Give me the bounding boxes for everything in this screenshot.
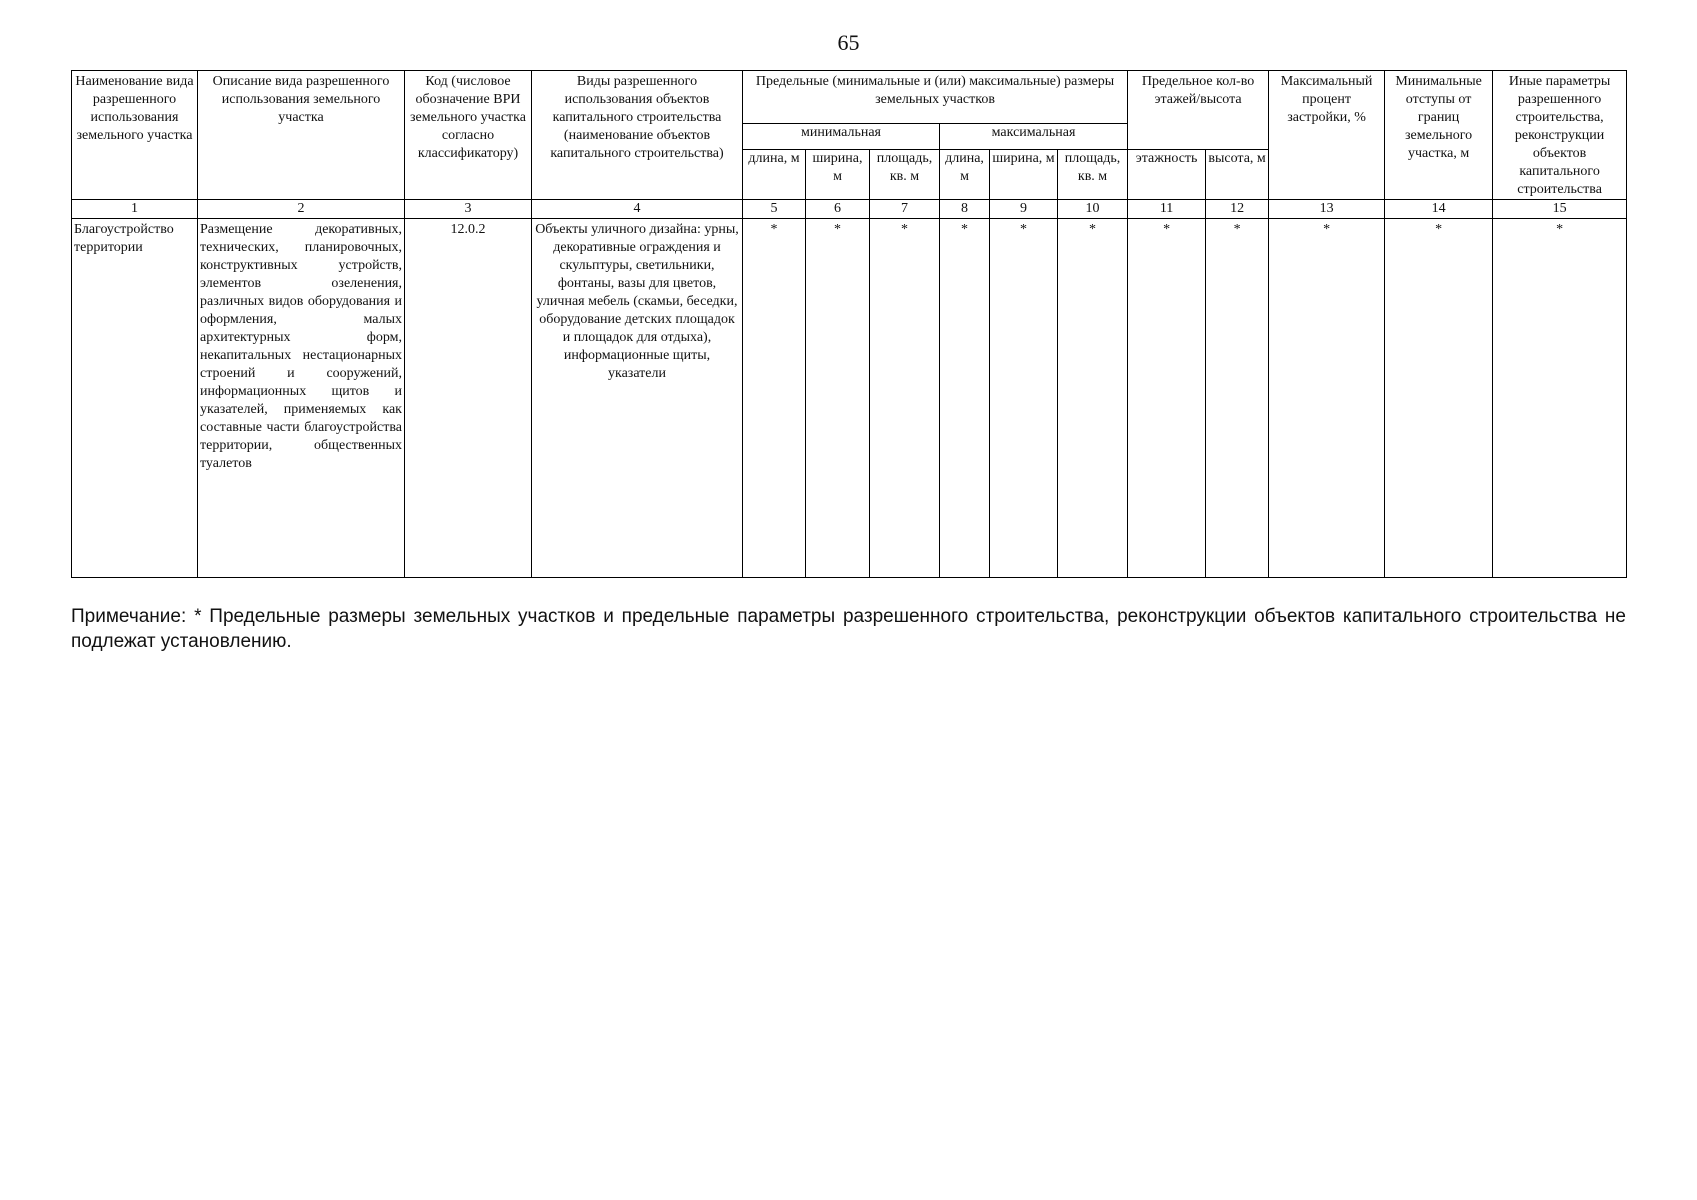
capital-objects-cell: Объекты уличного дизайна: урны, декоративные ограждения и скульптуры, светильники, фонтаны, вазы для цветов, уличная мебель (скамьи, беседки, оборудование детских площадок и площадок для отдыха), информационные щиты, указатели	[532, 219, 743, 578]
header-other-parameters: Иные параметры разрешенного строительства, реконструкции объектов капитального строительства	[1493, 71, 1627, 200]
header-capital-objects: Виды разрешенного использования объектов капитального строительства (наименование объектов капитального строительства)	[532, 71, 743, 200]
column-number: 5	[743, 200, 806, 219]
header-min-length: длина, м	[743, 149, 806, 199]
column-number-row	[72, 200, 1627, 219]
max-build-percent-cell: *	[1269, 219, 1385, 578]
other-parameters-cell: *	[1493, 219, 1627, 578]
column-number: 7	[870, 200, 940, 219]
column-number: 8	[940, 200, 990, 219]
page-number: 65	[837, 30, 860, 55]
min-area-cell: *	[870, 219, 940, 578]
footnote: Примечание: * Предельные размеры земельных участков и предельные параметры разрешенного строительства, реконструкции объектов капитального строительства не подлежат установлению.	[71, 606, 1626, 652]
column-number: 11	[1128, 200, 1206, 219]
land-use-description-cell: Размещение декоративных, технических, планировочных, конструктивных устройств, элементов озеленения, различных видов оборудования и оформления, малых архитектурных форм, некапитальных нестационарных строений и сооружений, информационных щитов и указателей, применяемых как составные части благоустройства территории, общественных туалетов	[198, 219, 405, 578]
header-min-width: ширина, м	[806, 149, 870, 199]
header-min-area: площадь, кв. м	[870, 149, 940, 199]
header-max-width: ширина, м	[990, 149, 1058, 199]
header-land-use-description: Описание вида разрешенного использования земельного участка	[198, 71, 405, 200]
header-floor-count: этажность	[1128, 149, 1206, 199]
header-min-setbacks: Минимальные отступы от границ земельного участка, м	[1385, 71, 1493, 200]
min-length-cell: *	[743, 219, 806, 578]
header-minimum: минимальная	[743, 123, 940, 149]
header-height: высота, м	[1206, 149, 1269, 199]
column-number: 6	[806, 200, 870, 219]
code-cell: 12.0.2	[405, 219, 532, 578]
column-number: 2	[198, 200, 405, 219]
header-land-use-name: Наименование вида разрешенного использования земельного участка	[72, 71, 198, 200]
column-number: 10	[1058, 200, 1128, 219]
column-number: 14	[1385, 200, 1493, 219]
column-number: 3	[405, 200, 532, 219]
header-maximum: максимальная	[940, 123, 1128, 149]
column-number: 4	[532, 200, 743, 219]
header-floors-height: Предельное кол-во этажей/высота	[1128, 71, 1269, 150]
table-row	[72, 219, 1627, 578]
column-number: 9	[990, 200, 1058, 219]
height-cell: *	[1206, 219, 1269, 578]
max-width-cell: *	[990, 219, 1058, 578]
min-width-cell: *	[806, 219, 870, 578]
header-code: Код (числовое обозначение ВРИ земельного участка согласно классификатору)	[405, 71, 532, 200]
header-row-1	[72, 71, 1627, 124]
header-max-build-percent: Максимальный процент застройки, %	[1269, 71, 1385, 200]
land-use-parameters-table	[71, 70, 1627, 578]
column-number: 12	[1206, 200, 1269, 219]
land-use-name-cell: Благоустройство территории	[72, 219, 198, 578]
column-number: 15	[1493, 200, 1627, 219]
column-number: 13	[1269, 200, 1385, 219]
max-length-cell: *	[940, 219, 990, 578]
column-number: 1	[72, 200, 198, 219]
header-max-area: площадь, кв. м	[1058, 149, 1128, 199]
header-plot-size-limits: Предельные (минимальные и (или) максимальные) размеры земельных участков	[743, 71, 1128, 124]
max-area-cell: *	[1058, 219, 1128, 578]
header-max-length: длина, м	[940, 149, 990, 199]
min-setbacks-cell: *	[1385, 219, 1493, 578]
floor-count-cell: *	[1128, 219, 1206, 578]
